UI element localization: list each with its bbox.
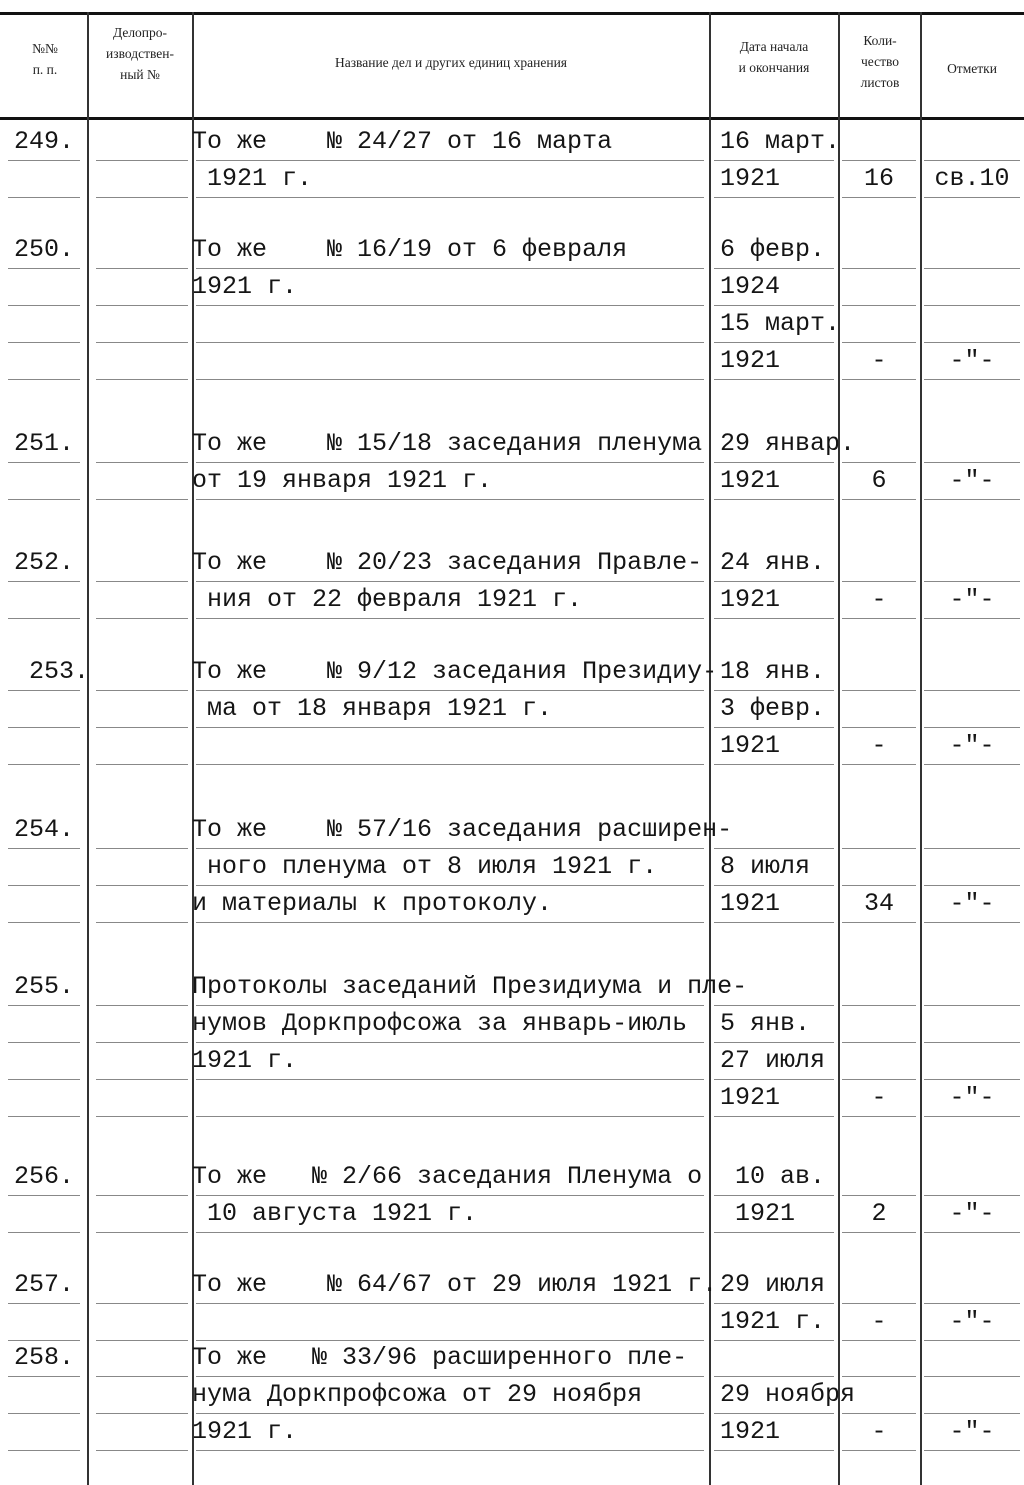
ruling-line (196, 1303, 704, 1304)
entry-title: ния от 22 февраля 1921 г. (192, 585, 583, 614)
ruling-line (96, 462, 188, 463)
table-row (0, 852, 1024, 889)
ruling-line (714, 305, 834, 306)
ruling-line (714, 885, 834, 886)
header-line: №№ (32, 41, 58, 56)
entry-notes: -"- (949, 585, 995, 614)
entry-date: 5 янв. (720, 1009, 811, 1038)
entry-notes: св.10 (934, 164, 1010, 193)
ruling-line (96, 1450, 188, 1451)
ruling-line (842, 1450, 916, 1451)
header-line: ный № (120, 67, 160, 82)
entry-number: 250. (14, 235, 75, 264)
ruling-line (96, 305, 188, 306)
table-row (0, 1307, 1024, 1344)
ruling-line (924, 379, 1020, 380)
ruling-line (842, 618, 916, 619)
ruling-line (924, 499, 1020, 500)
table-row (0, 1380, 1024, 1417)
entry-sheets: - (871, 1083, 887, 1112)
entry-sheets: - (871, 1417, 887, 1446)
ruling-line (96, 499, 188, 500)
entry-date: 1924 (720, 272, 781, 301)
ruling-line (96, 690, 188, 691)
table-row (0, 127, 1024, 164)
ruling-line (714, 342, 834, 343)
entry-date: 1921 (720, 1083, 781, 1112)
ruling-line (924, 342, 1020, 343)
ruling-line (842, 379, 916, 380)
entry-date: 10 ав. (720, 1162, 826, 1191)
ruling-line (924, 727, 1020, 728)
ruling-line (96, 1005, 188, 1006)
entry-notes: -"- (949, 466, 995, 495)
ruling-line (8, 1376, 80, 1377)
ruling-line (714, 1079, 834, 1080)
entry-title: 10 августа 1921 г. (192, 1199, 478, 1228)
header-dates (712, 36, 836, 78)
ruling-line (196, 1413, 704, 1414)
ruling-line (196, 764, 704, 765)
ruling-line (8, 1005, 80, 1006)
entry-date: 3 февр. (720, 694, 826, 723)
entry-title: То же № 57/16 заседания расширен- (192, 815, 733, 844)
ruling-line (924, 1376, 1020, 1377)
ruling-line (924, 1450, 1020, 1451)
ruling-line (8, 1079, 80, 1080)
entry-notes: -"- (949, 346, 995, 375)
entry-title: ма от 18 января 1921 г. (192, 694, 553, 723)
table-row (0, 466, 1024, 503)
ruling-line (96, 1079, 188, 1080)
table-row (0, 1270, 1024, 1307)
ruling-line (842, 1303, 916, 1304)
ruling-line (96, 1195, 188, 1196)
ruling-line (8, 268, 80, 269)
entry-title: нума Доркпрофсожа от 29 ноября (192, 1380, 643, 1409)
ruling-line (924, 305, 1020, 306)
ruling-line (714, 764, 834, 765)
entry-number: 258. (14, 1343, 75, 1372)
entry-date: 1921 (720, 585, 781, 614)
entry-sheets: 16 (863, 164, 894, 193)
ruling-line (196, 885, 704, 886)
ruling-line (714, 1303, 834, 1304)
header-line: п. п. (32, 62, 58, 77)
table-row (0, 889, 1024, 926)
ruling-line (8, 342, 80, 343)
entry-sheets: - (871, 1307, 887, 1336)
ruling-line (196, 1079, 704, 1080)
ruling-line (842, 1042, 916, 1043)
ruling-line (8, 1195, 80, 1196)
ruling-line (196, 1116, 704, 1117)
table-row (0, 1162, 1024, 1199)
ruling-line (8, 1450, 80, 1451)
ruling-line (714, 1413, 834, 1414)
ruling-line (924, 197, 1020, 198)
entry-date: 27 июля (720, 1046, 826, 1075)
table-row (0, 1417, 1024, 1454)
ruling-line (8, 848, 80, 849)
ruling-line (924, 1195, 1020, 1196)
ruling-line (924, 848, 1020, 849)
ruling-line (96, 1232, 188, 1233)
entry-title: То же № 2/66 заседания Пленума о (192, 1162, 703, 1191)
entry-number: 255. (14, 972, 75, 1001)
ruling-line (96, 197, 188, 198)
entry-title: ного пленума от 8 июля 1921 г. (192, 852, 658, 881)
ruling-line (714, 1340, 834, 1341)
entry-number: 252. (14, 548, 75, 577)
entry-title: То же № 15/18 заседания пленума (192, 429, 703, 458)
entry-notes: -"- (949, 889, 995, 918)
entry-title: 1921 г. (192, 164, 313, 193)
header-line: Делопро- (112, 25, 168, 40)
entry-title: 1921 г. (192, 272, 298, 301)
ruling-line (8, 160, 80, 161)
ruling-line (196, 160, 704, 161)
ruling-line (96, 379, 188, 380)
ruling-line (196, 1042, 704, 1043)
ruling-line (714, 1042, 834, 1043)
ruling-line (714, 922, 834, 923)
ruling-line (8, 1413, 80, 1414)
entry-date: 1921 (720, 1199, 796, 1228)
ruling-line (842, 1232, 916, 1233)
entry-date: 1921 г. (720, 1307, 826, 1336)
ruling-line (96, 1340, 188, 1341)
ruling-line (714, 690, 834, 691)
table-row (0, 815, 1024, 852)
ruling-line (196, 1005, 704, 1006)
ruling-line (96, 1303, 188, 1304)
table-row (0, 1083, 1024, 1120)
table-row (0, 429, 1024, 466)
ruling-line (714, 618, 834, 619)
table-row (0, 1343, 1024, 1380)
header-line: изводствен- (106, 46, 174, 61)
ruling-line (196, 462, 704, 463)
entry-title: от 19 января 1921 г. (192, 466, 493, 495)
ruling-line (714, 1195, 834, 1196)
ruling-line (96, 342, 188, 343)
ruling-line (924, 690, 1020, 691)
ruling-line (924, 1413, 1020, 1414)
header-title: Название дел и других единиц хранения (334, 55, 568, 70)
ruling-line (842, 499, 916, 500)
ruling-line (196, 342, 704, 343)
ruling-line (714, 848, 834, 849)
entry-number: 253. (14, 657, 90, 686)
entry-sheets: 6 (871, 466, 887, 495)
header-line: Дата начала (739, 39, 809, 54)
ruling-line (8, 197, 80, 198)
entry-date: 8 июля (720, 852, 811, 881)
ruling-line (842, 1195, 916, 1196)
ruling-line (842, 922, 916, 923)
table-row (0, 1199, 1024, 1236)
ruling-line (96, 618, 188, 619)
entry-number: 249. (14, 127, 75, 156)
table-row (0, 309, 1024, 346)
ruling-line (924, 618, 1020, 619)
entry-sheets: - (871, 346, 887, 375)
header-bottom-border (0, 117, 1024, 120)
ruling-line (96, 1413, 188, 1414)
table-row (0, 346, 1024, 383)
ruling-line (924, 268, 1020, 269)
entry-date: 29 июля (720, 1270, 826, 1299)
header-line: и окончания (738, 60, 810, 75)
entry-date: 1921 (720, 164, 781, 193)
table-row (0, 272, 1024, 309)
ruling-line (714, 160, 834, 161)
ruling-line (924, 1005, 1020, 1006)
entry-sheets: - (871, 731, 887, 760)
header-line: Коли- (863, 33, 897, 48)
ruling-line (8, 618, 80, 619)
entry-date: 24 янв. (720, 548, 826, 577)
entry-date: 16 март. (720, 127, 841, 156)
entry-date: 6 февр. (720, 235, 826, 264)
ruling-line (196, 922, 704, 923)
ruling-line (196, 1232, 704, 1233)
ruling-line (196, 499, 704, 500)
ruling-line (714, 1005, 834, 1006)
ruling-line (842, 462, 916, 463)
entry-date: 1921 (720, 731, 781, 760)
ruling-line (96, 848, 188, 849)
ruling-line (842, 764, 916, 765)
entry-notes: -"- (949, 1083, 995, 1112)
ruling-line (842, 305, 916, 306)
ruling-line (842, 1116, 916, 1117)
table-row (0, 657, 1024, 694)
ruling-line (196, 848, 704, 849)
header-number (10, 38, 80, 80)
entry-number: 251. (14, 429, 75, 458)
ruling-line (196, 379, 704, 380)
ruling-line (96, 885, 188, 886)
ruling-line (8, 922, 80, 923)
ruling-line (924, 1303, 1020, 1304)
entry-title: То же № 33/96 расширенного пле- (192, 1343, 688, 1372)
ruling-line (924, 1232, 1020, 1233)
entry-date: 1921 (720, 346, 781, 375)
ruling-line (714, 1450, 834, 1451)
ruling-line (96, 581, 188, 582)
ruling-line (924, 160, 1020, 161)
entry-sheets: 2 (871, 1199, 887, 1228)
entry-title: То же № 9/12 заседания Президиу- (192, 657, 718, 686)
ruling-line (8, 1303, 80, 1304)
entry-date: 18 янв. (720, 657, 826, 686)
entry-notes: -"- (949, 1417, 995, 1446)
ruling-line (924, 1116, 1020, 1117)
ruling-line (8, 305, 80, 306)
header-office-number (90, 22, 190, 85)
entry-sheets: - (871, 585, 887, 614)
entry-notes: -"- (949, 1199, 995, 1228)
ruling-line (924, 922, 1020, 923)
ruling-line (8, 885, 80, 886)
entry-notes: -"- (949, 731, 995, 760)
entry-number: 254. (14, 815, 75, 844)
table-row (0, 548, 1024, 585)
table-row (0, 694, 1024, 731)
ruling-line (842, 727, 916, 728)
ruling-line (714, 1232, 834, 1233)
ruling-line (8, 690, 80, 691)
ruling-line (96, 160, 188, 161)
ruling-line (8, 1232, 80, 1233)
entry-title: То же № 20/23 заседания Правле- (192, 548, 703, 577)
ruling-line (8, 499, 80, 500)
table-top-border (0, 12, 1024, 15)
ruling-line (714, 727, 834, 728)
ruling-line (842, 1413, 916, 1414)
entry-title: 1921 г. (192, 1046, 298, 1075)
ruling-line (714, 379, 834, 380)
ruling-line (96, 764, 188, 765)
ruling-line (8, 1116, 80, 1117)
header-line: листов (860, 75, 900, 90)
ruling-line (842, 160, 916, 161)
ruling-line (714, 581, 834, 582)
ruling-line (714, 197, 834, 198)
table-row (0, 1046, 1024, 1083)
entry-date: 1921 (720, 889, 781, 918)
entry-title: То же № 16/19 от 6 февраля (192, 235, 628, 264)
ruling-line (8, 1042, 80, 1043)
ruling-line (96, 727, 188, 728)
entry-date: 1921 (720, 466, 781, 495)
ruling-line (842, 1005, 916, 1006)
header-notes: Отметки (947, 61, 997, 76)
ruling-line (714, 268, 834, 269)
ruling-line (924, 1042, 1020, 1043)
table-row (0, 972, 1024, 1009)
ruling-line (924, 581, 1020, 582)
ruling-line (96, 1376, 188, 1377)
ruling-line (96, 922, 188, 923)
ruling-line (8, 1340, 80, 1341)
entry-title: 1921 г. (192, 1417, 298, 1446)
ruling-line (8, 727, 80, 728)
ruling-line (924, 1340, 1020, 1341)
ruling-line (8, 379, 80, 380)
entry-title: и материалы к протоколу. (192, 889, 553, 918)
ruling-line (924, 1079, 1020, 1080)
table-row (0, 585, 1024, 622)
ruling-line (714, 1116, 834, 1117)
ruling-line (196, 305, 704, 306)
entry-sheets: 34 (863, 889, 894, 918)
entry-number: 256. (14, 1162, 75, 1191)
table-row (0, 164, 1024, 201)
header-line: чество (860, 54, 900, 69)
ruling-line (96, 1042, 188, 1043)
ruling-line (714, 462, 834, 463)
table-row (0, 731, 1024, 768)
ruling-line (8, 581, 80, 582)
entry-date: 1921 (720, 1417, 781, 1446)
entry-date: 15 март. (720, 309, 841, 338)
ruling-line (196, 1195, 704, 1196)
header-sheets (840, 30, 920, 93)
ruling-line (842, 1079, 916, 1080)
ruling-line (842, 1340, 916, 1341)
ruling-line (196, 268, 704, 269)
ruling-line (842, 885, 916, 886)
ruling-line (196, 727, 704, 728)
entry-number: 257. (14, 1270, 75, 1299)
ruling-line (842, 268, 916, 269)
ruling-line (924, 462, 1020, 463)
ruling-line (842, 342, 916, 343)
entry-title: нумов Доркпрофсожа за январь-июль (192, 1009, 688, 1038)
table-row (0, 235, 1024, 272)
ruling-line (196, 618, 704, 619)
entry-title: То же № 24/27 от 16 марта (192, 127, 613, 156)
ruling-line (842, 690, 916, 691)
ruling-line (924, 885, 1020, 886)
entry-date: 29 ноября (720, 1380, 856, 1409)
ruling-line (196, 1376, 704, 1377)
ruling-line (196, 690, 704, 691)
ruling-line (842, 197, 916, 198)
ruling-line (96, 1116, 188, 1117)
ruling-line (842, 1376, 916, 1377)
entry-date: 29 январ. (720, 429, 856, 458)
ruling-line (924, 764, 1020, 765)
table-row (0, 1009, 1024, 1046)
ruling-line (714, 1376, 834, 1377)
entry-notes: -"- (949, 1307, 995, 1336)
ruling-line (842, 848, 916, 849)
ruling-line (196, 1450, 704, 1451)
entry-title: То же № 64/67 от 29 июля 1921 г. (192, 1270, 718, 1299)
ruling-line (714, 499, 834, 500)
ruling-line (196, 197, 704, 198)
ruling-line (196, 1340, 704, 1341)
ruling-line (96, 268, 188, 269)
ruling-line (842, 581, 916, 582)
entry-title: Протоколы заседаний Президиума и пле- (192, 972, 748, 1001)
ruling-line (196, 581, 704, 582)
ruling-line (8, 462, 80, 463)
ruling-line (8, 764, 80, 765)
